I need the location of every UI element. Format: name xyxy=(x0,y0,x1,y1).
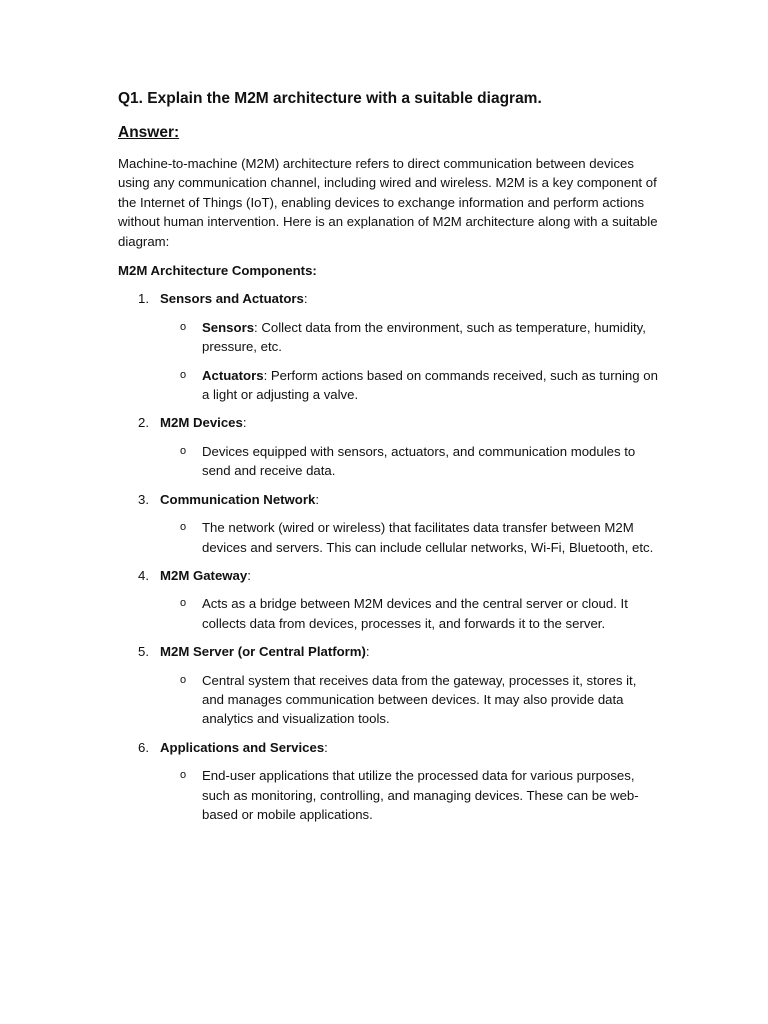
sub-item-term: Sensors xyxy=(202,319,255,335)
component-title xyxy=(118,566,658,585)
component-sublist xyxy=(118,318,658,405)
component-number: 4. xyxy=(138,567,149,583)
components-list xyxy=(118,289,658,824)
sub-item-text: : Perform actions based on commands received, such as turning on a light or adjusting a valve. xyxy=(202,367,658,403)
sub-item xyxy=(118,518,658,557)
component-title-suffix: : xyxy=(242,415,247,431)
sub-item xyxy=(118,442,658,481)
component-title-text: Communication Network xyxy=(160,491,316,507)
component-item xyxy=(118,642,658,729)
sub-item-term: Actuators xyxy=(202,367,264,383)
sub-item xyxy=(118,671,658,729)
component-title-suffix: : xyxy=(303,291,308,307)
sub-item-text: Central system that receives data from the gateway, processes it, stores it, and manages communication between devices. It may also provide data analytics and visualization tools. xyxy=(202,672,637,727)
bullet-icon: o xyxy=(180,597,187,610)
component-number: 2. xyxy=(138,415,149,431)
component-sublist xyxy=(118,594,658,633)
component-number: 3. xyxy=(138,491,149,507)
component-title-suffix: : xyxy=(365,644,370,660)
component-item xyxy=(118,738,658,825)
component-item xyxy=(118,289,658,404)
component-title xyxy=(118,642,658,661)
bullet-icon: o xyxy=(180,368,187,381)
component-title-suffix: : xyxy=(247,567,251,583)
component-sublist xyxy=(118,766,658,824)
component-title xyxy=(118,738,658,757)
sub-item-text: End-user applications that utilize the processed data for various purposes, such as monitoring, controlling, and managing devices. These can be web-based or mobile applications. xyxy=(202,768,639,822)
component-sublist xyxy=(118,518,658,557)
component-number: 5. xyxy=(138,644,149,660)
component-title-text: M2M Devices xyxy=(160,415,243,431)
answer-label: Answer: xyxy=(118,124,180,141)
component-title-suffix: : xyxy=(324,739,328,755)
sub-item-text: Acts as a bridge between M2M devices and the central server or cloud. It collects data from devices, processes it, and forwards it to the server. xyxy=(202,596,628,631)
sub-item xyxy=(118,366,658,405)
component-number: 6. xyxy=(138,739,149,755)
bullet-icon: o xyxy=(180,444,187,457)
component-number: 1. xyxy=(138,291,149,307)
component-item xyxy=(118,490,658,557)
sub-item-text: The network (wired or wireless) that facilitates data transfer between M2M devices and servers. This can include cellular networks, Wi-Fi, Bluetooth, etc. xyxy=(202,520,654,555)
component-sublist xyxy=(118,442,658,481)
component-sublist xyxy=(118,671,658,729)
component-title-text: M2M Server (or Central Platform) xyxy=(160,644,366,660)
sub-item xyxy=(118,594,658,633)
component-title xyxy=(118,413,658,432)
bullet-icon: o xyxy=(180,521,187,534)
component-title-text: Sensors and Actuators xyxy=(160,291,304,307)
sub-item-text: : Collect data from the environment, such as temperature, humidity, pressure, etc. xyxy=(202,319,646,355)
component-title-text: Applications and Services xyxy=(160,739,325,755)
sub-item xyxy=(118,318,658,357)
document-page xyxy=(118,88,658,833)
sub-item-text: Devices equipped with sensors, actuators, and communication modules to send and receive data. xyxy=(202,443,636,479)
component-item xyxy=(118,413,658,480)
bullet-icon: o xyxy=(180,673,187,686)
question-heading: Q1. Explain the M2M architecture with a suitable diagram. xyxy=(118,90,542,107)
sub-item xyxy=(118,766,658,824)
component-title-suffix: : xyxy=(315,491,320,507)
component-title-text: M2M Gateway xyxy=(160,567,248,583)
component-title xyxy=(118,289,658,308)
intro-paragraph: Machine-to-machine (M2M) architecture refers to direct communication between devices using any communication channel, including wired and wireless. M2M is a key component of the Internet of Things (IoT), enabling devices to exchange information and perform actions without human intervention. Here is an explanation of M2M architecture along with a suitable diagram: xyxy=(118,156,658,249)
bullet-icon: o xyxy=(180,320,187,333)
components-heading: M2M Architecture Components: xyxy=(118,263,317,279)
bullet-icon: o xyxy=(180,769,187,782)
component-item xyxy=(118,566,658,633)
component-title xyxy=(118,490,658,509)
